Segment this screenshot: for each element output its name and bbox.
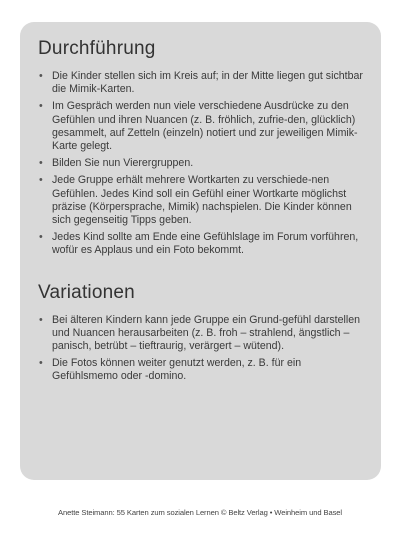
bullet-icon: • (39, 357, 43, 370)
list-item-text: Jede Gruppe erhält mehrere Wortkarten zu verschiede-nen Gefühlen. Jedes Kind soll ein Gefühl einer Wortkarte möglichst präzise (Körpersprache, Mimik) nachspielen. Die Kinder können sich gegenseitig Tipps geben. (52, 174, 352, 227)
list-item-text: Bei älteren Kindern kann jede Gruppe ein Grund-gefühl darstellen und Nuancen herausarbeiten (z. B. froh – strahlend, ängstlich – panisch, betrübt – tieftraurig, verärgert – wütend). (52, 313, 361, 353)
list-item (38, 157, 363, 170)
list-item-text: Die Kinder stellen sich im Kreis auf; in der Mitte liegen gut sichtbar die Mimik-Karten. (52, 70, 363, 96)
list-item (38, 314, 363, 354)
durchfuehrung-list (38, 70, 363, 258)
bullet-icon: • (39, 174, 43, 187)
section-title-durchfuehrung: Durchführung (38, 38, 156, 59)
footer-credit: Anette Steimann: 55 Karten zum sozialen Lernen © Beltz Verlag • Weinheim und Basel (57, 508, 342, 517)
list-item (38, 174, 363, 227)
bullet-icon: • (39, 231, 43, 244)
list-item-text: Die Fotos können weiter genutzt werden, z. B. für ein Gefühlsmemo oder -domino. (52, 357, 302, 383)
section-title-variationen: Variationen (38, 281, 135, 303)
list-item (38, 231, 363, 257)
instruction-card (20, 22, 381, 480)
bullet-icon: • (39, 157, 43, 170)
list-item (38, 357, 363, 383)
bullet-icon: • (39, 313, 43, 326)
bullet-icon: • (39, 70, 43, 82)
bullet-icon: • (39, 100, 43, 113)
list-item-text: Im Gespräch werden nun viele verschiedene Ausdrücke zu den Gefühlen und ihren Nuancen (z. B. fröhlich, zufrie-den, glücklich) gesammelt, auf Zetteln (einzeln) notiert und zur jeweiligen Mimik-Karte gelegt. (52, 100, 358, 153)
list-item (38, 70, 363, 96)
list-item-text: Bilden Sie nun Vierergruppen. (52, 157, 194, 170)
variationen-list (38, 314, 363, 384)
list-item-text: Jedes Kind sollte am Ende eine Gefühlslage im Forum vorführen, wofür es Applaus und ein Foto bekommt. (52, 231, 359, 257)
list-item (38, 100, 363, 153)
